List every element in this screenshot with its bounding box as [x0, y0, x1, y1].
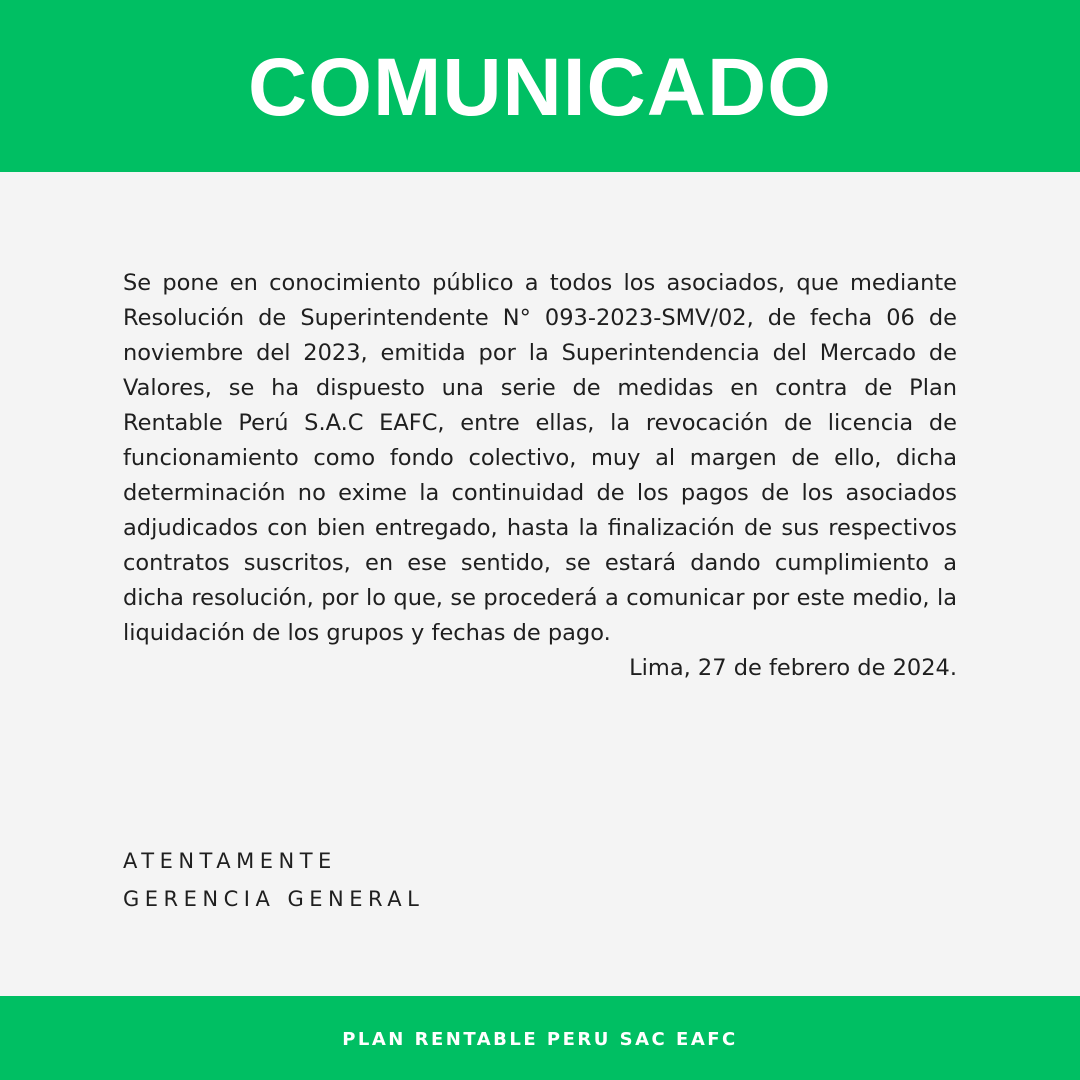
- signature-closing: ATENTAMENTE: [123, 849, 337, 873]
- company-name: PLAN RENTABLE PERU SAC EAFC: [342, 1028, 738, 1050]
- footer-banner: [0, 996, 1080, 1080]
- signature-department: GERENCIA GENERAL: [123, 887, 425, 911]
- header-banner: [0, 0, 1080, 172]
- page-title: COMUNICADO: [248, 42, 832, 133]
- announcement-paragraph: Se pone en conocimiento público a todos los asociados, que mediante Resolución de Superintendente N° 093-2023-SMV/02, de fecha 06 de noviembre del 2023, emitida por la Superintendencia del Mercado de Valores, se ha dispuesto una serie de medidas en contra de Plan Rentable Perú S.A.C EAFC, entre ellas, la revocación de licencia de funcionamiento como fondo colectivo, muy al margen de ello, dicha determinación no exime la continuidad de los pagos de los asociados adjudicados con bien entregado, hasta la finalización de sus respectivos contratos suscritos, en ese sentido, se estará dando cumplimiento a dicha resolución, por lo que, se procederá a comunicar por este medio, la liquidación de los grupos y fechas de pago.: [123, 270, 957, 646]
- announcement-date: Lima, 27 de febrero de 2024.: [629, 655, 957, 681]
- announcement-body: [123, 266, 957, 686]
- signature-block: [123, 842, 424, 918]
